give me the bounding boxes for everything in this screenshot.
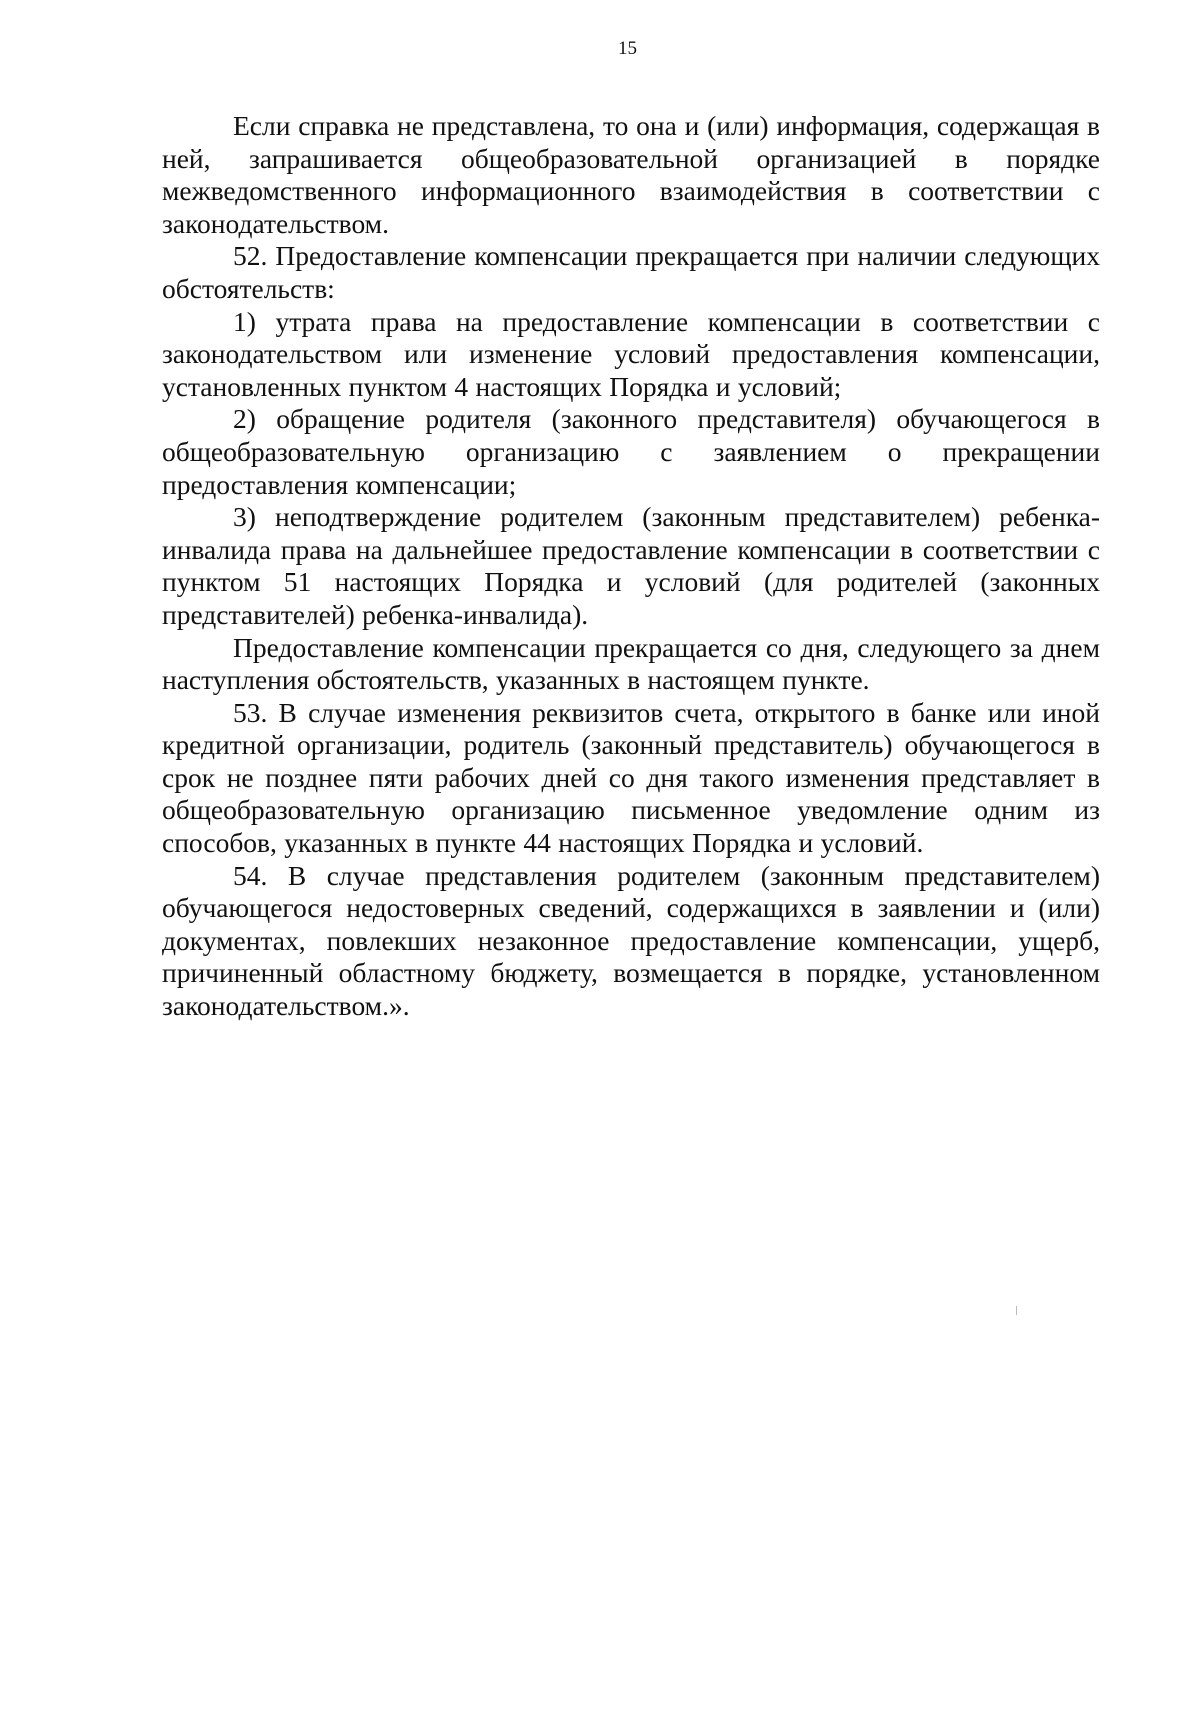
paragraph-54: 54. В случае представления родителем (законным представителем) обучающегося недостоверных сведений, содержащихся в заявлении и (или) документах, повлекших незаконное предоставление компенсации, ущерб, причиненный областному бюджету, возмещается в порядке, установленном законодательством.». <box>162 859 1100 1022</box>
document-body <box>162 110 1100 1023</box>
list-item-52-3: 3) неподтверждение родителем (законным представителем) ребенка-инвалида права на дальнейшее предоставление компенсации в соответствии с пунктом 51 настоящих Порядка и условий (для родителей (законных представителей) ребенка-инвалида). <box>162 501 1100 630</box>
page-number: 15 <box>618 38 637 59</box>
list-item-52-2: 2) обращение родителя (законного представителя) обучающегося в общеобразовательную организацию с заявлением о прекращении предоставления компенсации; <box>162 403 1100 500</box>
list-item-52-1: 1) утрата права на предоставление компенсации в соответствии с законодательством или изменение условий предоставления компенсации, установленных пунктом 4 настоящих Порядка и условий; <box>162 305 1100 402</box>
scan-artifact <box>1016 1306 1017 1315</box>
paragraph-certificate-request: Если справка не представлена, то она и (или) информация, содержащая в ней, запрашивается общеобразовательной организацией в порядке межведомственного информационного взаимодействия в соответствии с законодательством. <box>162 110 1100 239</box>
paragraph-53: 53. В случае изменения реквизитов счета, открытого в банке или иной кредитной организации, родитель (законный представитель) обучающегося в срок не позднее пяти рабочих дней со дня такого изменения представляет в общеобразовательную организацию письменное уведомление одним из способов, указанных в пункте 44 настоящих Порядка и условий. <box>162 696 1100 859</box>
paragraph-termination-date: Предоставление компенсации прекращается со дня, следующего за днем наступления обстоятельств, указанных в настоящем пункте. <box>162 631 1100 696</box>
paragraph-52-heading: 52. Предоставление компенсации прекращается при наличии следующих обстоятельств: <box>162 240 1100 304</box>
